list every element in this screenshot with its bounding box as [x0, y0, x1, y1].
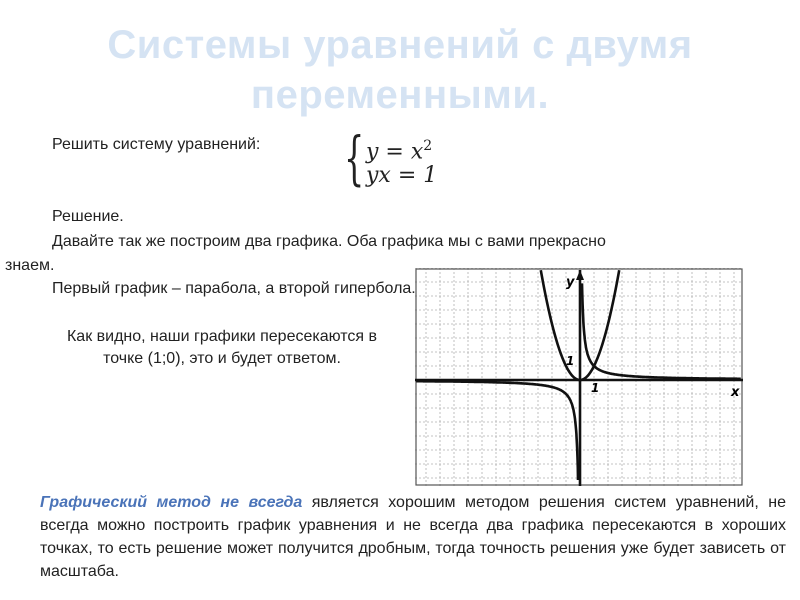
solution-line-1: Давайте так же построим два графика. Оба графика мы с вами прекрасно [52, 233, 606, 250]
y-axis-label: y [566, 275, 575, 290]
conclusion-paragraph [40, 491, 786, 583]
title-line-2: переменными. [250, 73, 550, 117]
x-axis-label: x [731, 385, 740, 400]
intersection-note: Как видно, наши графики пересекаются в точке (1;0), это и будет ответом. [66, 328, 378, 367]
solution-line-1-cont: знаем. [5, 257, 55, 274]
page-title [0, 20, 800, 120]
function-graph [415, 268, 745, 488]
y-tick-label: 1 [566, 354, 575, 368]
solution-line-2: Первый график – парабола, а второй гипербола. [52, 280, 416, 297]
equation-2: yx = 1 [366, 163, 438, 188]
equation-1 [366, 133, 432, 165]
solution-heading: Решение. [52, 208, 124, 225]
title-line-1: Системы уравнений с двумя [107, 23, 693, 67]
hyperbola-branch-negative [416, 381, 578, 480]
equation-1-text: y = x [366, 139, 424, 165]
y-axis-arrow [576, 270, 584, 280]
equation-system [344, 124, 454, 192]
x-tick-label: 1 [591, 381, 600, 395]
system-brace: { [344, 124, 365, 192]
equation-1-power: 2 [423, 138, 433, 154]
conclusion-text: является хорошим методом решения систем уравнений, не всегда можно построить график уравнения и не всегда два графика пересекаются в хороших точках, то есть решение может получится дробным, тогда точность решения уже будет зависеть от масштаба. [40, 494, 787, 580]
conclusion-emphasis: Графический метод не всегда [40, 494, 303, 511]
task-label: Решить систему уравнений: [52, 136, 261, 153]
